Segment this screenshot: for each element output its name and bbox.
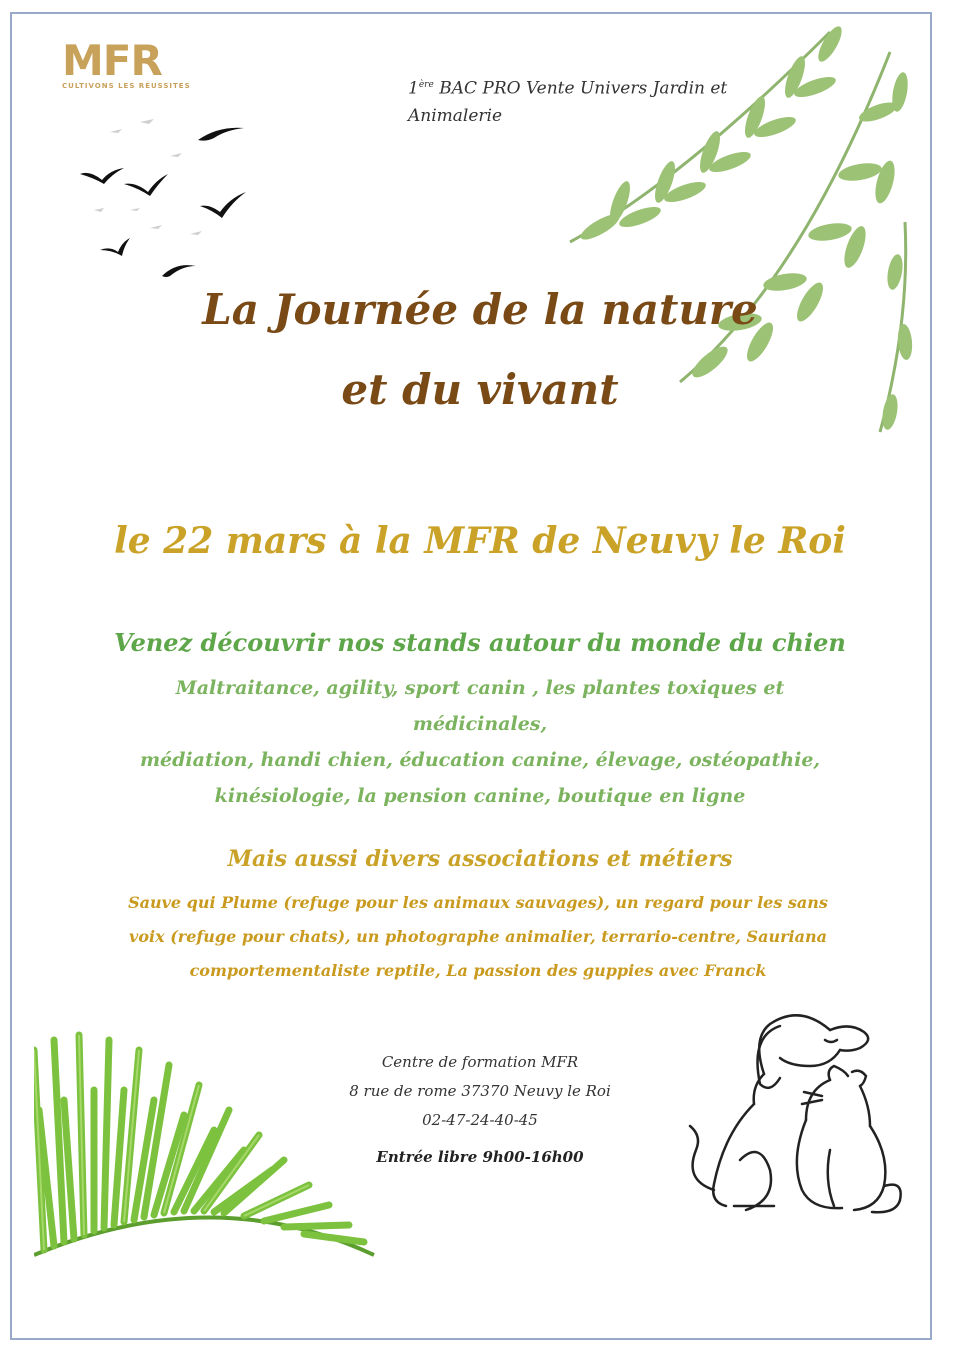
assoc-line: Sauve qui Plume (refuge pour les animaux sauvages), un regard pour les sans: [128, 893, 828, 912]
class-line: BAC PRO Vente Univers Jardin et Animalerie: [408, 78, 728, 126]
title-line-1: La Journée de la nature: [202, 285, 758, 334]
dog-line: kinésiologie, la pension canine, boutique en ligne: [214, 785, 746, 807]
event-date: le 22 mars à la MFR de Neuvy le Roi: [114, 520, 846, 562]
title-line-2: et du vivant: [341, 365, 619, 414]
class-superscript: ère: [418, 80, 434, 90]
address-line-1: Centre de formation MFR: [381, 1053, 579, 1071]
entry-hours: Entrée libre 9h00-16h00: [376, 1148, 584, 1166]
logo-text: MFR: [62, 36, 162, 85]
class-prefix: 1: [408, 78, 419, 99]
birds-illustration: [70, 110, 290, 290]
assoc-line: comportementaliste reptile, La passion des guppies avec Franck: [189, 961, 767, 980]
dog-cat-line-art: [680, 1000, 910, 1230]
assoc-line: voix (refuge pour chats), un photographe animalier, terrario-centre, Sauriana: [129, 927, 827, 946]
dog-section-body: [120, 670, 840, 814]
address-line-2: 8 rue de rome 37370 Neuvy le Roi: [349, 1082, 611, 1100]
mfr-logo: [62, 38, 222, 98]
dog-section-heading: Venez découvrir nos stands autour du monde du chien: [114, 628, 846, 657]
dog-line: médiation, handi chien, éducation canine, élevage, ostéopathie,: [139, 749, 821, 771]
dog-line: Maltraitance, agility, sport canin , les plantes toxiques et médicinales,: [175, 677, 785, 735]
assoc-section-heading: Mais aussi divers associations et métiers: [227, 846, 733, 872]
assoc-section-body: [128, 886, 828, 988]
address-block: [300, 1048, 660, 1135]
phone-number: 02-47-24-40-45: [422, 1111, 538, 1129]
event-title: [150, 270, 810, 430]
logo-subtitle: CULTIVONS LES RÉUSSITES: [62, 82, 191, 90]
